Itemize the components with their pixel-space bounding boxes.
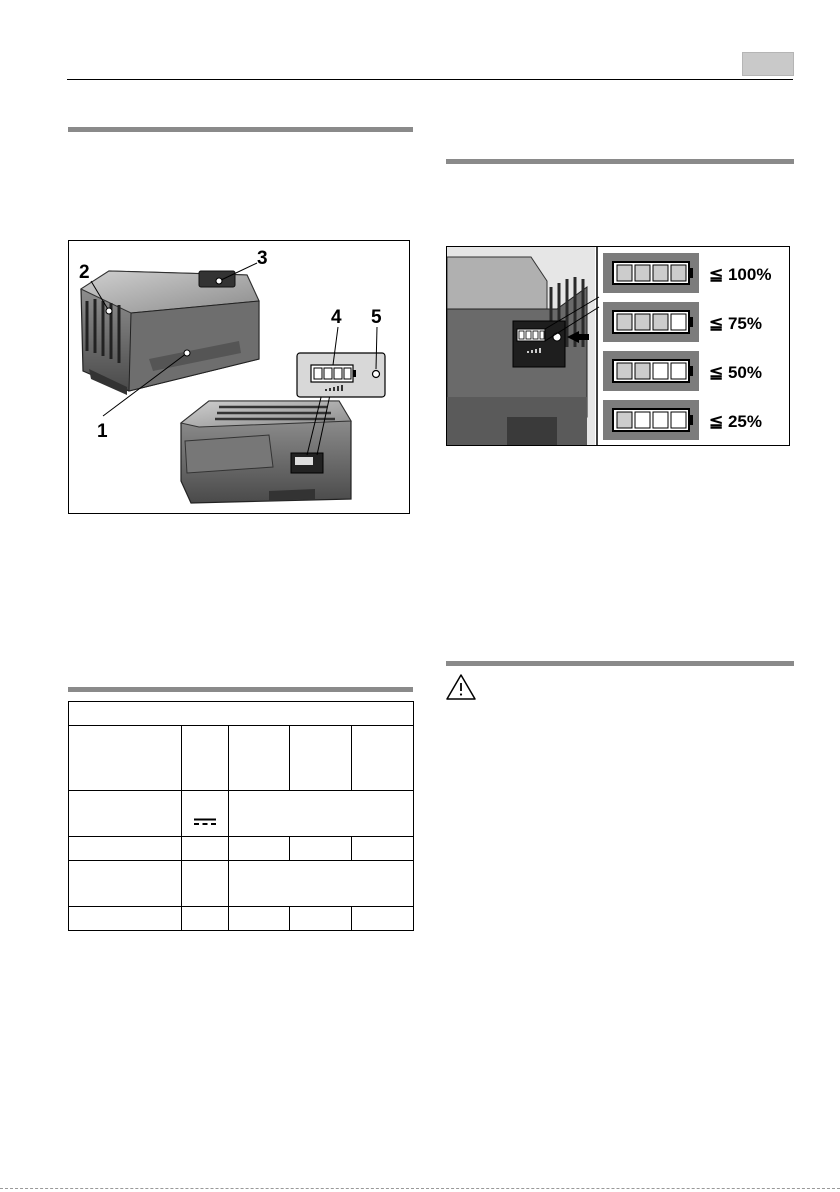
- table-cell: [182, 791, 229, 837]
- table-row: [69, 837, 414, 861]
- table-cell: [229, 791, 414, 837]
- table-cell: [229, 837, 290, 861]
- charge-level-figure: [446, 246, 790, 446]
- table-cell: [352, 837, 414, 861]
- table-row: [69, 726, 414, 791]
- table-cell: [290, 726, 352, 791]
- charge-level-illustration: [447, 247, 789, 445]
- table-cell: [69, 861, 182, 907]
- table-cell: [69, 791, 182, 837]
- language-tab: [742, 52, 794, 76]
- header-rule: [67, 79, 793, 80]
- table-cell: [182, 907, 229, 931]
- callout-3: 3: [257, 248, 268, 269]
- charge-level-rows: [603, 253, 771, 440]
- table-cell: [229, 907, 290, 931]
- table-cell: [69, 837, 182, 861]
- table-cell: [229, 861, 414, 907]
- battery-closeup: [447, 247, 599, 445]
- section-heading-bar-safety: [446, 661, 794, 666]
- level-label-25: ≦ 25%: [709, 412, 762, 431]
- table-cell: [182, 837, 229, 861]
- section-heading-bar-charge-level: [446, 159, 794, 164]
- level-label-100: ≦ 100%: [709, 265, 772, 284]
- table-cell: [69, 726, 182, 791]
- table-row: [69, 907, 414, 931]
- table-cell: [352, 726, 414, 791]
- callout-1: 1: [97, 421, 108, 442]
- dc-current-symbol-icon: [194, 818, 216, 826]
- battery-illustration: [69, 241, 409, 513]
- table-title-cell: [69, 702, 414, 726]
- page-trim-rule: [0, 1188, 840, 1189]
- level-label-50: ≦ 50%: [709, 363, 762, 382]
- warning-triangle-icon: [445, 673, 477, 701]
- table-cell: [69, 907, 182, 931]
- callout-5: 5: [371, 307, 382, 328]
- callout-4: 4: [331, 307, 342, 328]
- table-cell: [182, 861, 229, 907]
- table-cell: [182, 726, 229, 791]
- callout-2: 2: [79, 262, 90, 283]
- section-heading-bar-overview: [68, 127, 413, 132]
- table-cell: [352, 907, 414, 931]
- level-label-75: ≦ 75%: [709, 314, 762, 333]
- section-heading-bar-technical-data: [68, 687, 413, 692]
- table-row: [69, 702, 414, 726]
- technical-data-table: [68, 701, 414, 931]
- table-cell: [290, 907, 352, 931]
- table-row: [69, 791, 414, 837]
- table-row: [69, 861, 414, 907]
- table-cell: [229, 726, 290, 791]
- table-cell: [290, 837, 352, 861]
- battery-overview-figure: [68, 240, 410, 514]
- battery-pack-top-view: [81, 271, 259, 395]
